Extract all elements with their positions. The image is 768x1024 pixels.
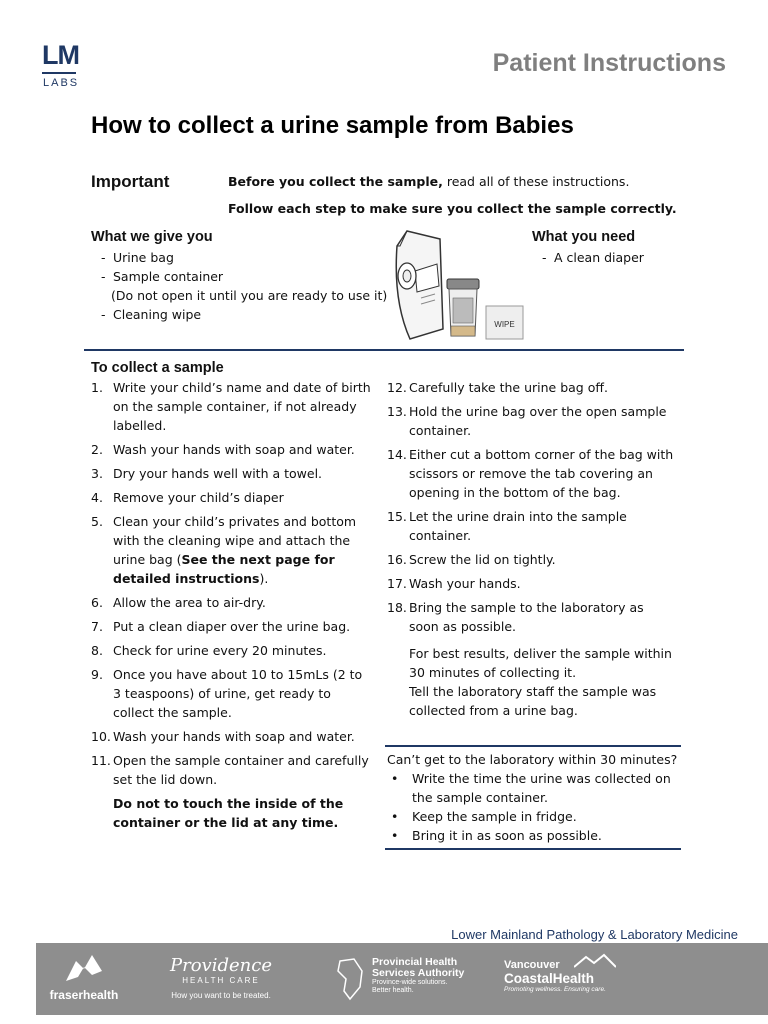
what-we-give-heading: What we give you <box>91 229 213 245</box>
step-number: 1. <box>91 380 103 395</box>
give-item: - Cleaning wipe <box>91 305 391 324</box>
providence-name: Providence <box>170 955 272 976</box>
step-text: Let the urine drain into the sample container. <box>409 509 627 543</box>
important-heading: Important <box>91 172 170 191</box>
step-number: 9. <box>91 667 103 682</box>
wipe-label: WIPE <box>494 320 515 329</box>
step-item <box>91 440 371 459</box>
phsa-line-1: Provincial Health <box>372 956 458 968</box>
late-box-item: • Bring it in as soon as possible. <box>387 826 681 845</box>
step-item <box>91 464 371 483</box>
step-item <box>387 378 675 397</box>
step-text: Screw the lid on tightly. <box>409 552 556 567</box>
step-number: 7. <box>91 619 103 634</box>
step-number: 13. <box>387 404 407 419</box>
phsa-line-3: Province-wide solutions. <box>372 979 448 986</box>
providence-tagline: How you want to be treated. <box>171 991 271 1000</box>
step-number: 12. <box>387 380 407 395</box>
give-item: - Sample container <box>91 267 391 286</box>
what-we-give-list <box>91 248 391 324</box>
lm-logo: LM <box>42 40 79 70</box>
step-number: 11. <box>91 753 111 768</box>
step-number: 3. <box>91 466 103 481</box>
step-number: 16. <box>387 552 407 567</box>
give-item: - Urine bag <box>91 248 391 267</box>
delivery-note: For best results, deliver the sample within 30 minutes of collecting it. <box>409 646 672 680</box>
what-you-need-list <box>532 248 644 267</box>
step-text: Carefully take the urine bag off. <box>409 380 608 395</box>
step-text: Dry your hands well with a towel. <box>113 466 323 481</box>
left-warning-note: Do not to touch the inside of the container or the lid at any time. <box>113 796 344 830</box>
header-title: Patient Instructions <box>492 49 726 77</box>
step-item <box>91 617 371 636</box>
step-text: Wash your hands. <box>409 576 521 591</box>
urine-bag-illustration <box>385 226 530 346</box>
step-item <box>91 727 371 746</box>
step-number: 14. <box>387 447 407 462</box>
step-text: Hold the urine bag over the open sample container. <box>409 404 667 438</box>
urine-bag-icon <box>396 231 443 339</box>
step-item <box>387 550 675 569</box>
important-line-2: Follow each step to make sure you collect the sample correctly. <box>228 201 677 216</box>
step-number: 8. <box>91 643 103 658</box>
fraserhealth-text: fraserhealth <box>49 988 119 1002</box>
step-number: 4. <box>91 490 103 505</box>
important-line-1 <box>228 172 629 191</box>
step-item <box>91 665 371 722</box>
steps-left-column <box>91 378 371 832</box>
steps-right-list <box>387 378 675 636</box>
steps-right-column <box>387 378 675 720</box>
step-text: Check for urine every 20 minutes. <box>113 643 327 658</box>
step-item <box>387 445 675 502</box>
lab-staff-note: Tell the laboratory staff the sample was collected from a urine bag. <box>409 684 657 718</box>
need-item: - A clean diaper <box>532 248 644 267</box>
step-text: Once you have about 10 to 15mLs (2 to 3 teaspoons) of urine, get ready to collect the sample. <box>113 667 363 720</box>
late-box-heading: Can’t get to the laboratory within 30 minutes? <box>387 752 678 767</box>
step-number: 6. <box>91 595 103 610</box>
step-item <box>387 574 675 593</box>
step-item <box>91 641 371 660</box>
late-box-item: • Keep the sample in fridge. <box>387 807 681 826</box>
step-number: 5. <box>91 514 103 529</box>
step-text: Remove your child’s diaper <box>113 490 284 505</box>
step-number: 10. <box>91 729 111 744</box>
step-number: 2. <box>91 442 103 457</box>
step-text: Write your child’s name and date of birth on the sample container, if not already labelled. <box>113 380 371 433</box>
step-text: Wash your hands with soap and water. <box>113 442 355 457</box>
mountain-icon <box>574 953 616 969</box>
phsa-line-2: Services Authority <box>372 967 465 979</box>
step-number: 18. <box>387 600 407 615</box>
step-text: Either cut a bottom corner of the bag with scissors or remove the tab covering an opening in the bottom of the bag. <box>409 447 674 500</box>
fraserhealth-icon <box>62 951 106 985</box>
section-divider <box>84 349 684 351</box>
what-you-need-heading: What you need <box>532 229 636 245</box>
step-item <box>91 593 371 612</box>
bc-map-icon <box>336 957 366 1001</box>
labs-logo-text: LABS <box>43 77 80 89</box>
fraserhealth-logo <box>44 951 124 1002</box>
step-text: Put a clean diaper over the urine bag. <box>113 619 351 634</box>
step-item <box>91 378 371 435</box>
page-title: How to collect a urine sample from Babies <box>91 112 574 139</box>
step-item <box>387 402 675 440</box>
phsa-line-4: Better health. <box>372 987 414 994</box>
providence-logo <box>166 955 276 1000</box>
important-line-1-rest: read all of these instructions. <box>442 174 630 189</box>
vch-logo <box>504 959 634 993</box>
late-delivery-box <box>385 745 681 850</box>
step-item <box>387 598 675 636</box>
vch-line-2: CoastalHealth <box>504 971 595 986</box>
footer-org-name: Lower Mainland Pathology & Laboratory Medicine <box>451 927 738 942</box>
give-item-note: (Do not open it until you are ready to use it) <box>111 288 388 303</box>
step-number: 15. <box>387 509 407 524</box>
providence-sub: HEALTH CARE <box>182 976 260 985</box>
step-item <box>387 507 675 545</box>
step-item <box>91 751 371 789</box>
step-text: Clean your child’s privates and bottom with the cleaning wipe and attach the urine bag ( <box>113 514 357 567</box>
late-box-list <box>387 769 681 845</box>
step-text: Wash your hands with soap and water. <box>113 729 355 744</box>
wipe-icon <box>486 306 523 339</box>
step-text: Open the sample container and carefully set the lid down. <box>113 753 369 787</box>
phsa-logo <box>336 957 486 995</box>
steps-left-list <box>91 378 371 789</box>
vch-tagline: Promoting wellness. Ensuring care. <box>504 986 606 993</box>
step-text: Allow the area to air-dry. <box>113 595 266 610</box>
step-text-bold: See the next page for detailed instructions <box>113 552 335 586</box>
step-number: 17. <box>387 576 407 591</box>
late-box-item: • Write the time the urine was collected on the sample container. <box>387 769 681 807</box>
important-line-1-bold: Before you collect the sample, <box>228 174 443 189</box>
vch-line-1: Vancouver <box>504 959 560 971</box>
collect-heading: To collect a sample <box>91 360 224 376</box>
step-text: Bring the sample to the laboratory as soon as possible. <box>409 600 644 634</box>
sample-container-icon <box>447 279 479 336</box>
logo-divider <box>42 72 76 74</box>
step-text-end: ). <box>259 571 269 586</box>
step-item <box>91 488 371 507</box>
step-item <box>91 512 371 588</box>
footer-logo-band <box>36 943 768 1015</box>
